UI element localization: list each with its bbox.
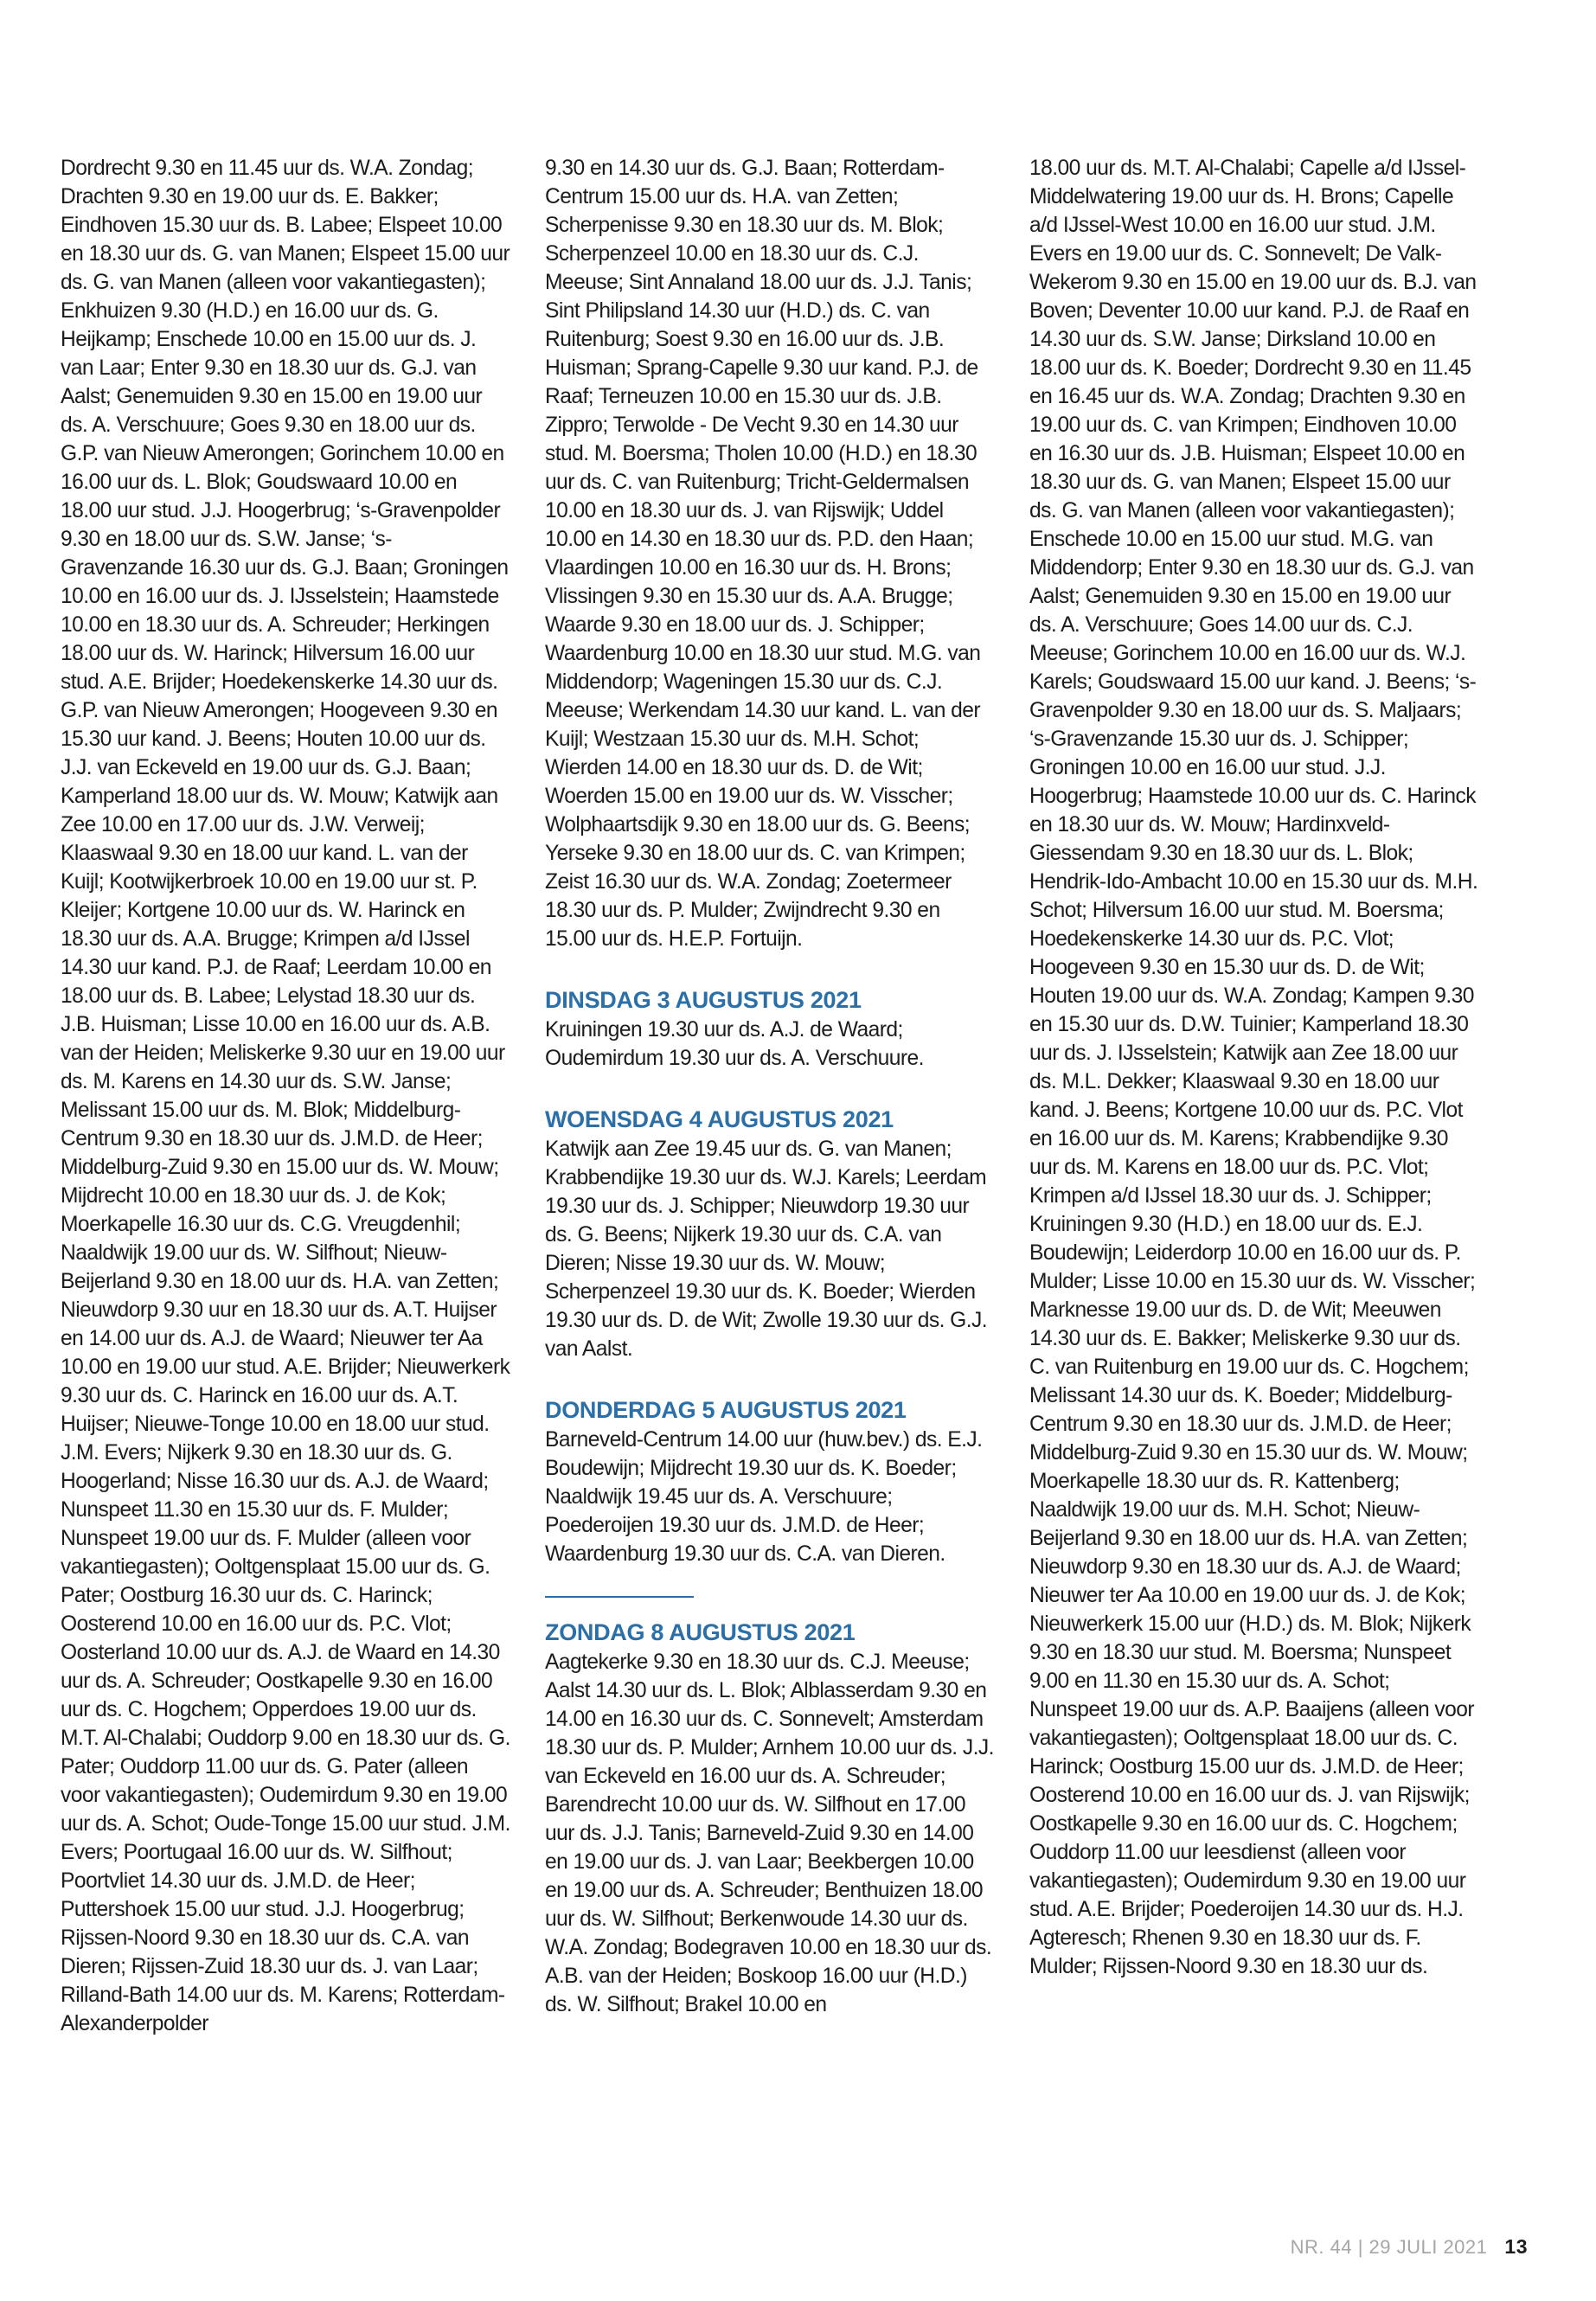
service-listing: Barneveld-Centrum 14.00 uur (huw.bev.) ds. E.J. Boudewijn; Mijdrecht 19.30 uur ds. K. Boeder; Naaldwijk 19.45 uur ds. A. Verschuure; Poederoijen 19.30 uur ds. J.M.D. de Heer; Waardenburg 19.30 uur ds. C.A. van Dieren.	[545, 1428, 983, 1566]
service-listing: Dordrecht 9.30 en 11.45 uur ds. W.A. Zondag; Drachten 9.30 en 19.00 uur ds. E. Bakker; Eindhoven 15.30 uur ds. B. Labee; Elspeet 10.00 en 18.30 uur ds. G. van Manen; Elspeet 15.00 uur ds. G. van Manen (alleen voor vakantiegasten); Enkhuizen 9.30 (H.D.) en 16.00 uur ds. G. Heijkamp; Enschede 10.00 en 15.00 uur ds. J. van Laar; Enter 9.30 en 18.30 uur ds. G.J. van Aalst; Genemuiden 9.30 en 15.00 en 19.00 uur ds. A. Verschuure; Goes 9.30 en 18.00 uur ds. G.P. van Nieuw Amerongen; Gorinchem 10.00 en 16.00 uur ds. L. Blok; Goudswaard 10.00 en 18.00 uur stud. J.J. Hoogerbrug; ‘s-Gravenpolder 9.30 en 18.00 uur ds. S.W. Janse; ‘s-Gravenzande 16.30 uur ds. G.J. Baan; Groningen 10.00 en 16.00 uur ds. J. IJsselstein; Haamstede 10.00 en 18.30 uur ds. A. Schreuder; Herkingen 18.00 uur ds. W. Harinck; Hilversum 16.00 uur stud. A.E. Brijder; Hoedekenskerke 14.30 uur ds. G.P. van Nieuw Amerongen; Hoogeveen 9.30 en 15.30 uur kand. J. Beens; Houten 10.00 uur ds. J.J. van Eckeveld en 19.00 uur ds. G.J. Baan; Kamperland 18.00 uur ds. W. Mouw; Katwijk aan Zee 10.00 en 17.00 uur ds. J.W. Verweij; Klaaswaal 9.30 en 18.00 uur kand. L. van der Kuijl; Kootwijkerbroek 10.00 en 19.00 uur st. P. Kleijer; Kortgene 10.00 uur ds. W. Harinck en 18.30 uur ds. A.A. Brugge; Krimpen a/d IJssel 14.30 uur kand. P.J. de Raaf; Leerdam 10.00 en 18.00 uur ds. B. Labee; Lelystad 18.30 uur ds. J.B. Huisman; Lisse 10.00 en 16.00 uur ds. A.B. van der Heiden; Meliskerke 9.30 uur en 19.00 uur ds. M. Karens en 14.30 uur ds. S.W. Janse; Melissant 15.00 uur ds. M. Blok; Middelburg-Centrum 9.30 en 18.30 uur ds. J.M.D. de Heer; Middelburg-Zuid 9.30 en 15.00 uur ds. W. Mouw; Mijdrecht 10.00 en 18.30 uur ds. J. de Kok; Moerkapelle 16.30 uur ds. C.G. Vreugdenhil; Naaldwijk 19.00 uur ds. W. Silfhout; Nieuw-Beijerland 9.30 en 18.00 uur ds. H.A. van Zetten; Nieuwdorp 9.30 uur en 18.30 uur ds. A.T. Huijser en 14.00 uur ds. A.J. de Waard; Nieuwer ter Aa 10.00 en 19.00 uur stud. A.E. Brijder; Nieuwerkerk 9.30 uur ds. C. Harinck en 16.00 uur ds. A.T. Huijser; Nieuwe-Tonge 10.00 en 18.00 uur stud. J.M. Evers; Nijkerk 9.30 en 18.30 uur ds. G. Hoogerland; Nisse 16.30 uur ds. A.J. de Waard; Nunspeet 11.30 en 15.30 uur ds. F. Mulder; Nunspeet 19.00 uur ds. F. Mulder (alleen voor vakantiegasten); Ooltgensplaat 15.00 uur ds. G. Pater; Oostburg 16.30 uur ds. C. Harinck; Oosterend 10.00 en 16.00 uur ds. P.C. Vlot; Oosterland 10.00 uur ds. A.J. de Waard en 14.30 uur ds. A. Schreuder; Oostkapelle 9.30 en 16.00 uur ds. C. Hogchem; Opperdoes 19.00 uur ds. M.T. Al-Chalabi; Ouddorp 9.00 en 18.30 uur ds. G. Pater; Ouddorp 11.00 uur ds. G. Pater (alleen voor vakantiegasten); Oudemirdum 9.30 en 19.00 uur ds. A. Schot; Oude-Tonge 15.00 uur stud. J.M. Evers; Poortugaal 16.00 uur ds. W. Silfhout; Poortvliet 14.30 uur ds. J.M.D. de Heer; Puttershoek 15.00 uur stud. J.J. Hoogerbrug; Rijssen-Noord 9.30 en 18.30 uur ds. C.A. van Dieren; Rijssen-Zuid 18.30 uur ds. J. van Laar; Rilland-Bath 14.00 uur ds. M. Karens; Rotterdam-Alexanderpolder	[61, 157, 510, 2035]
date-heading: WOENSDAG 4 AUGUSTUS 2021	[545, 1106, 894, 1132]
column-3	[1029, 154, 1479, 1981]
date-heading: DINSDAG 3 AUGUSTUS 2021	[545, 987, 862, 1013]
issue-date: NR. 44 | 29 JULI 2021	[1290, 2236, 1488, 2258]
section-divider	[545, 1596, 694, 1598]
service-listing: Kruiningen 19.30 uur ds. A.J. de Waard; Oudemirdum 19.30 uur ds. A. Verschuure.	[545, 1018, 924, 1070]
service-listing: Aagtekerke 9.30 en 18.30 uur ds. C.J. Meeuse; Aalst 14.30 uur ds. L. Blok; Alblasserdam 9.30 en 14.00 en 16.30 uur ds. C. Sonnevelt; Amsterdam 18.30 uur ds. P. Mulder; Arnhem 10.00 uur ds. J.J. van Eckeveld en 16.00 uur ds. A. Schreuder; Barendrecht 10.00 uur ds. W. Silfhout en 17.00 uur ds. J.J. Tanis; Barneveld-Zuid 9.30 en 14.00 en 19.00 uur ds. J. van Laar; Beekbergen 10.00 en 19.00 uur ds. A. Schreuder; Benthuizen 18.00 uur ds. W. Silfhout; Berkenwoude 14.30 uur ds. W.A. Zondag; Bodegraven 10.00 en 18.30 uur ds. A.B. van der Heiden; Boskoop 16.00 uur (H.D.) ds. W. Silfhout; Brakel 10.00 en	[545, 1650, 994, 2016]
service-listing: 9.30 en 14.30 uur ds. G.J. Baan; Rotterdam-Centrum 15.00 uur ds. H.A. van Zetten; Scherpenisse 9.30 en 18.30 uur ds. M. Blok; Scherpenzeel 10.00 en 18.30 uur ds. C.J. Meeuse; Sint Annaland 18.00 uur ds. J.J. Tanis; Sint Philipsland 14.30 uur (H.D.) ds. C. van Ruitenburg; Soest 9.30 en 16.00 uur ds. J.B. Huisman; Sprang-Capelle 9.30 uur kand. P.J. de Raaf; Terneuzen 10.00 en 15.30 uur ds. J.B. Zippro; Terwolde - De Vecht 9.30 en 14.30 uur stud. M. Boersma; Tholen 10.00 (H.D.) en 18.30 uur ds. C. van Ruitenburg; Tricht-Geldermalsen 10.00 en 18.30 uur ds. J. van Rijswijk; Uddel 10.00 en 14.30 en 18.30 uur ds. P.D. den Haan; Vlaardingen 10.00 en 16.30 uur ds. H. Brons; Vlissingen 9.30 en 15.30 uur ds. A.A. Brugge; Waarde 9.30 en 18.00 uur ds. J. Schipper; Waardenburg 10.00 en 18.30 uur stud. M.G. van Middendorp; Wageningen 15.30 uur ds. C.J. Meeuse; Werkendam 14.30 uur kand. L. van der Kuijl; Westzaan 15.30 uur ds. M.H. Schot; Wierden 14.00 en 18.30 uur ds. D. de Wit; Woerden 15.00 en 19.00 uur ds. W. Visscher; Wolphaartsdijk 9.30 en 18.00 uur ds. G. Beens; Yerseke 9.30 en 18.00 uur ds. C. van Krimpen; Zeist 16.30 uur ds. W.A. Zondag; Zoetermeer 18.30 uur ds. P. Mulder; Zwijndrecht 9.30 en 15.00 uur ds. H.E.P. Fortuijn.	[545, 157, 981, 951]
page-footer	[1291, 2235, 1528, 2259]
column-2	[545, 154, 995, 2019]
column-1	[61, 154, 510, 2038]
date-heading: DONDERDAG 5 AUGUSTUS 2021	[545, 1397, 907, 1423]
service-listing: 18.00 uur ds. M.T. Al-Chalabi; Capelle a/d IJssel-Middelwatering 19.00 uur ds. H. Brons; Capelle a/d IJssel-West 10.00 en 16.00 uur stud. J.M. Evers en 19.00 uur ds. C. Sonnevelt; De Valk-Wekerom 9.30 en 15.00 en 19.00 uur ds. B.J. van Boven; Deventer 10.00 uur kand. P.J. de Raaf en 14.30 uur ds. S.W. Janse; Dirksland 10.00 en 18.00 uur ds. K. Boeder; Dordrecht 9.30 en 11.45 en 16.45 uur ds. W.A. Zondag; Drachten 9.30 en 19.00 uur ds. C. van Krimpen; Eindhoven 10.00 en 16.30 uur ds. J.B. Huisman; Elspeet 10.00 en 18.30 uur ds. G. van Manen; Elspeet 15.00 uur ds. G. van Manen (alleen voor vakantiegasten); Enschede 10.00 en 15.00 uur stud. M.G. van Middendorp; Enter 9.30 en 18.30 uur ds. G.J. van Aalst; Genemuiden 9.30 en 15.00 en 19.00 uur ds. A. Verschuure; Goes 14.00 uur ds. C.J. Meeuse; Gorinchem 10.00 en 16.00 uur ds. W.J. Karels; Goudswaard 15.00 uur kand. J. Beens; ‘s-Gravenpolder 9.30 en 18.00 uur ds. S. Maljaars; ‘s-Gravenzande 15.30 uur ds. J. Schipper; Groningen 10.00 en 16.00 uur stud. J.J. Hoogerbrug; Haamstede 10.00 uur ds. C. Harinck en 18.30 uur ds. W. Mouw; Hardinxveld-Giessendam 9.30 en 18.30 uur ds. L. Blok; Hendrik-Ido-Ambacht 10.00 en 15.30 uur ds. M.H. Schot; Hilversum 16.00 uur stud. M. Boersma; Hoedekenskerke 14.30 uur ds. P.C. Vlot; Hoogeveen 9.30 en 15.30 uur ds. D. de Wit; Houten 19.00 uur ds. W.A. Zondag; Kampen 9.30 en 15.30 uur ds. D.W. Tuinier; Kamperland 18.30 uur ds. J. IJsselstein; Katwijk aan Zee 18.00 uur ds. M.L. Dekker; Klaaswaal 9.30 en 18.00 uur kand. J. Beens; Kortgene 10.00 uur ds. P.C. Vlot en 16.00 uur ds. M. Karens; Krabbendijke 9.30 uur ds. M. Karens en 18.00 uur ds. P.C. Vlot; Krimpen a/d IJssel 18.30 uur ds. J. Schipper; Kruiningen 9.30 (H.D.) en 18.00 uur ds. E.J. Boudewijn; Leiderdorp 10.00 en 16.00 uur ds. P. Mulder; Lisse 10.00 en 15.30 uur ds. W. Visscher; Marknesse 19.00 uur ds. D. de Wit; Meeuwen 14.30 uur ds. E. Bakker; Meliskerke 9.30 uur ds. C. van Ruitenburg en 19.00 uur ds. C. Hogchem; Melissant 14.30 uur ds. K. Boeder; Middelburg-Centrum 9.30 en 18.30 uur ds. J.M.D. de Heer; Middelburg-Zuid 9.30 en 15.30 uur ds. W. Mouw; Moerkapelle 18.30 uur ds. R. Kattenberg; Naaldwijk 19.00 uur ds. M.H. Schot; Nieuw-Beijerland 9.30 en 18.00 uur ds. H.A. van Zetten; Nieuwdorp 9.30 en 18.30 uur ds. A.J. de Waard; Nieuwer ter Aa 10.00 en 19.00 uur ds. J. de Kok; Nieuwerkerk 15.00 uur (H.D.) ds. M. Blok; Nijkerk 9.30 en 18.30 uur stud. M. Boersma; Nunspeet 9.00 en 11.30 en 15.30 uur ds. A. Schot; Nunspeet 19.00 uur ds. A.P. Baaijens (alleen voor vakantiegasten); Ooltgensplaat 18.00 uur ds. C. Harinck; Oostburg 15.00 uur ds. J.M.D. de Heer; Oosterend 10.00 en 16.00 uur ds. J. van Rijswijk; Oostkapelle 9.30 en 16.00 uur ds. C. Hogchem; Ouddorp 11.00 uur leesdienst (alleen voor vakantiegasten); Oudemirdum 9.30 en 19.00 uur stud. A.E. Brijder; Poederoijen 14.30 uur ds. H.J. Agteresch; Rhenen 9.30 en 18.30 uur ds. F. Mulder; Rijssen-Noord 9.30 en 18.30 uur ds.	[1029, 157, 1478, 1978]
date-heading: ZONDAG 8 AUGUSTUS 2021	[545, 1619, 856, 1645]
service-listing: Katwijk aan Zee 19.45 uur ds. G. van Manen; Krabbendijke 19.30 uur ds. W.J. Karels; Leerdam 19.30 uur ds. J. Schipper; Nieuwdorp 19.30 uur ds. G. Beens; Nijkerk 19.30 uur ds. C.A. van Dieren; Nisse 19.30 uur ds. W. Mouw; Scherpenzeel 19.30 uur ds. K. Boeder; Wierden 19.30 uur ds. D. de Wit; Zwolle 19.30 uur ds. G.J. van Aalst.	[545, 1138, 988, 1361]
page-number: 13	[1504, 2235, 1528, 2258]
